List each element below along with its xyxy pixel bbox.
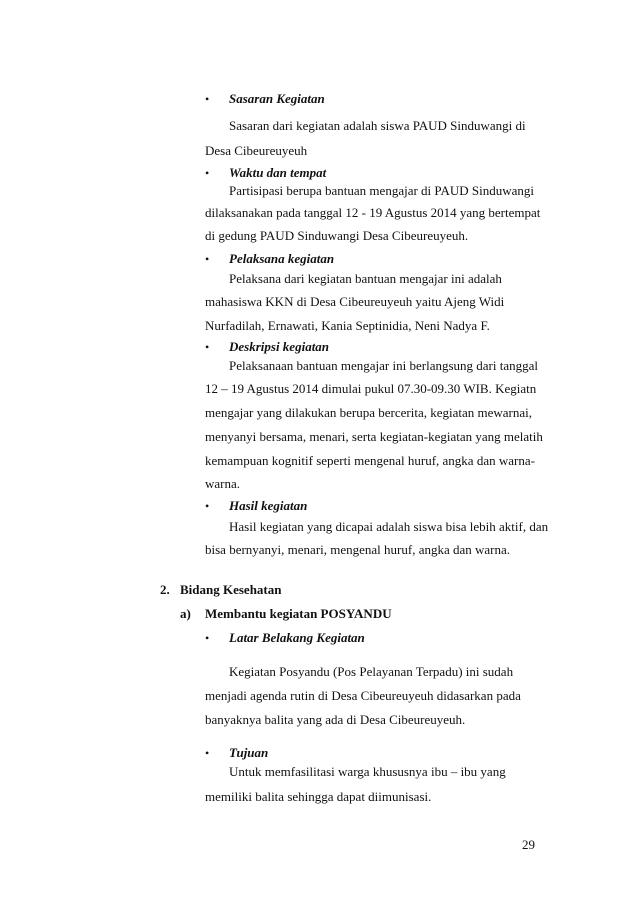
heading-pelaksana: Pelaksana kegiatan bbox=[229, 251, 335, 266]
text: Sasaran dari kegiatan adalah siswa PAUD Sinduwangi di bbox=[229, 118, 526, 133]
bullet-icon: • bbox=[205, 746, 210, 760]
paragraph-line: Kegiatan Posyandu (Pos Pelayanan Terpadu) ini sudah bbox=[229, 664, 514, 679]
bullet-icon: • bbox=[205, 340, 210, 354]
paragraph-line: Untuk memfasilitasi warga khususnya ibu – ibu yang bbox=[229, 764, 506, 779]
heading-sasaran: Sasaran Kegiatan bbox=[229, 91, 325, 106]
paragraph-line: mahasiswa KKN di Desa Cibeureuyeuh yaitu Ajeng Widi bbox=[205, 294, 505, 309]
paragraph-line: Pelaksanaan bantuan mengajar ini berlangsung dari tanggal bbox=[229, 358, 539, 373]
section-number: 2. bbox=[160, 582, 170, 597]
paragraph-line: Hasil kegiatan yang dicapai adalah siswa bisa lebih aktif, dan bbox=[229, 519, 549, 534]
paragraph-line: 12 – 19 Agustus 2014 dimulai pukul 07.30-09.30 WIB. Kegiatn bbox=[205, 381, 537, 396]
paragraph-line: dilaksanakan pada tanggal 12 - 19 Agustus 2014 yang bertempat bbox=[205, 205, 541, 220]
heading-hasil: Hasil kegiatan bbox=[229, 498, 308, 513]
page-number: 29 bbox=[522, 837, 535, 852]
heading-latar-belakang: Latar Belakang Kegiatan bbox=[229, 630, 365, 645]
paragraph-line: menjadi agenda rutin di Desa Cibeureuyeuh didasarkan pada bbox=[205, 688, 521, 703]
heading-waktu: Waktu dan tempat bbox=[229, 165, 327, 180]
paragraph-line: bisa bernyanyi, menari, mengenal huruf, angka dan warna. bbox=[205, 542, 511, 557]
paragraph-line bbox=[229, 118, 548, 134]
section-title: Bidang Kesehatan bbox=[180, 582, 282, 597]
paragraph-line: warna. bbox=[205, 476, 241, 491]
paragraph-line: Partisipasi berupa bantuan mengajar di PAUD Sinduwangi bbox=[229, 183, 534, 198]
paragraph-line: di gedung PAUD Sinduwangi Desa Cibeureuyeuh. bbox=[205, 228, 469, 243]
heading-tujuan: Tujuan bbox=[229, 745, 269, 760]
subsection-title: Membantu kegiatan POSYANDU bbox=[205, 606, 392, 621]
paragraph-line: Desa Cibeureuyeuh bbox=[205, 143, 308, 158]
bullet-icon: • bbox=[205, 499, 210, 513]
paragraph-line: Nurfadilah, Ernawati, Kania Septinidia, Neni Nadya F. bbox=[205, 318, 490, 333]
bullet-icon: • bbox=[205, 92, 210, 106]
paragraph-line: memiliki balita sehingga dapat diimunisasi. bbox=[205, 789, 432, 804]
paragraph-line: mengajar yang dilakukan berupa bercerita, kegiatan mewarnai, bbox=[205, 405, 533, 420]
paragraph-line: kemampuan kognitif seperti mengenal huruf, angka dan warna- bbox=[205, 453, 535, 468]
subsection-label: a) bbox=[180, 606, 191, 621]
bullet-icon: • bbox=[205, 252, 210, 266]
bullet-icon: • bbox=[205, 166, 210, 180]
paragraph-line: menyanyi bersama, menari, serta kegiatan-kegiatan yang melatih bbox=[205, 429, 543, 444]
paragraph-line: Pelaksana dari kegiatan bantuan mengajar ini adalah bbox=[229, 271, 502, 286]
bullet-icon: • bbox=[205, 631, 210, 645]
paragraph-line: banyaknya balita yang ada di Desa Cibeureuyeuh. bbox=[205, 712, 466, 727]
heading-deskripsi: Deskripsi kegiatan bbox=[229, 339, 330, 354]
